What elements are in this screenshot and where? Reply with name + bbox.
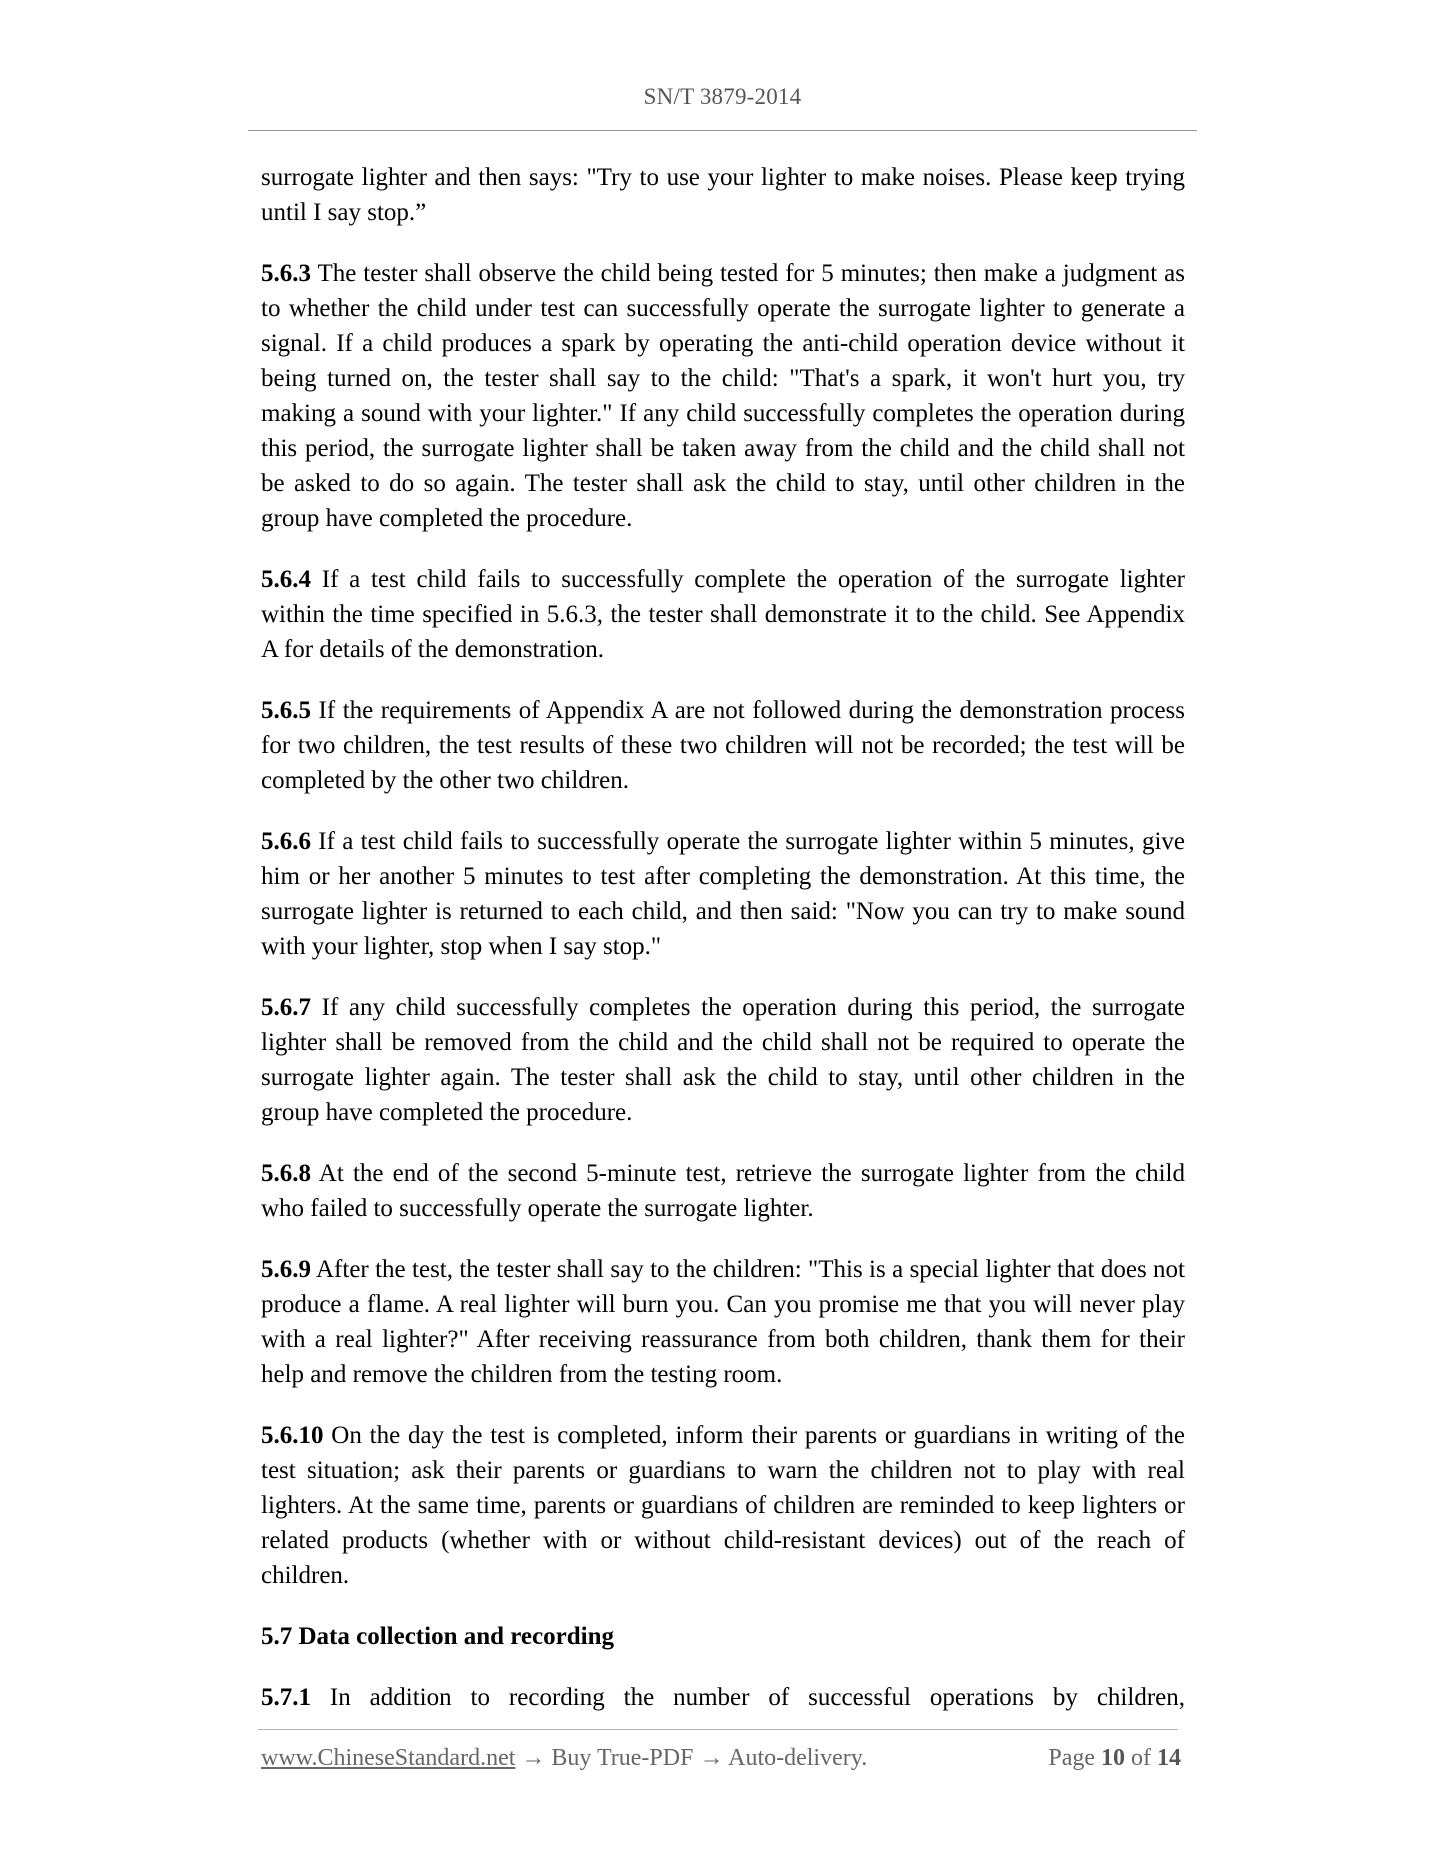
clause-5-6-5 [261, 693, 1185, 798]
clause-text: The tester shall observe the child being tested for 5 minutes; then make a judgment as to whether the child under test can successfully operate the surrogate lighter to generate a signal. If a child produces a spark by operating the anti-child operation device without it being turned on, the tester shall say to the child: "That's a spark, it won't hurt you, try making a sound with your lighter." If any child successfully completes the operation during this period, the surrogate lighter shall be taken away from the child and the child shall not be asked to do so again. The tester shall ask the child to stay, until other children in the group have completed the procedure. [261, 260, 1185, 532]
section-heading: 5.7 Data collection and recording [261, 1623, 614, 1650]
document-body [261, 160, 1185, 1715]
clause-number: 5.6.4 [261, 566, 311, 593]
site-link[interactable]: www.ChineseStandard.net [261, 1745, 516, 1771]
clause-text: On the day the test is completed, inform their parents or guardians in writing of the test situation; ask their parents or guardians to warn the children not to play with real lighters. At the same time, parents or guardians of children are reminded to keep lighters or related products (whether with or without child-resistant devices) out of the reach of children. [261, 1422, 1185, 1589]
header-divider [248, 130, 1197, 131]
clause-number: 5.6.9 [261, 1256, 311, 1283]
clause-5-6-9 [261, 1252, 1185, 1392]
clause-text: If any child successfully completes the operation during this period, the surrogate lighter shall be removed from the child and the child shall not be required to operate the surrogate lighter again. The tester shall ask the child to stay, until other children in the group have completed the procedure. [261, 994, 1185, 1126]
clause-number: 5.7.1 [261, 1684, 311, 1711]
clause-number: 5.6.10 [261, 1422, 324, 1449]
clause-5-6-6 [261, 824, 1185, 964]
clause-number: 5.6.8 [261, 1160, 311, 1187]
clause-5-6-4 [261, 562, 1185, 667]
paragraph-text: surrogate lighter and then says: "Try to use your lighter to make noises. Please keep trying until I say stop.” [261, 164, 1185, 226]
clause-text: If a test child fails to successfully operate the surrogate lighter within 5 minutes, give him or her another 5 minutes to test after completing the demonstration. At this time, the surrogate lighter is returned to each child, and then said: "Now you can try to make sound with your lighter, stop when I say stop." [261, 828, 1185, 960]
clause-5-6-3 [261, 256, 1185, 536]
page-total: 14 [1157, 1745, 1181, 1771]
clause-text: If a test child fails to successfully complete the operation of the surrogate lighter within the time specified in 5.6.3, the tester shall demonstrate it to the child. See Appendix A for details of the demonstration. [261, 566, 1185, 663]
page-current: 10 [1101, 1745, 1125, 1771]
clause-number: 5.6.3 [261, 260, 311, 287]
footer-promo [261, 1745, 867, 1772]
clause-text: If the requirements of Appendix A are not followed during the demonstration process for two children, the test results of these two children will not be recorded; the test will be completed by the other two children. [261, 697, 1185, 794]
paragraph-continuation [261, 160, 1185, 230]
clause-text: At the end of the second 5-minute test, retrieve the surrogate lighter from the child who failed to successfully operate the surrogate lighter. [261, 1160, 1185, 1222]
clause-number: 5.6.7 [261, 994, 311, 1021]
footer-divider [258, 1729, 1178, 1730]
clause-5-6-8 [261, 1156, 1185, 1226]
page-number [1048, 1745, 1181, 1772]
promo-text: → Buy True-PDF → Auto-delivery. [515, 1745, 868, 1771]
clause-number: 5.6.6 [261, 828, 311, 855]
page-label: Page [1048, 1745, 1095, 1771]
page-header: SN/T 3879-2014 [643, 84, 802, 109]
page-of: of [1131, 1745, 1151, 1771]
clause-5-6-7 [261, 990, 1185, 1130]
clause-number: 5.6.5 [261, 697, 311, 724]
clause-5-7-1 [261, 1680, 1185, 1715]
clause-text: After the test, the tester shall say to the children: "This is a special lighter that does not produce a flame. A real lighter will burn you. Can you promise me that you will never play with a real lighter?" After receiving reassurance from both children, thank them for their help and remove the children from the testing room. [261, 1256, 1185, 1388]
clause-text: In addition to recording the number of successful operations by children, [311, 1684, 1185, 1711]
clause-5-6-10 [261, 1418, 1185, 1593]
page-footer [261, 1745, 1181, 1785]
